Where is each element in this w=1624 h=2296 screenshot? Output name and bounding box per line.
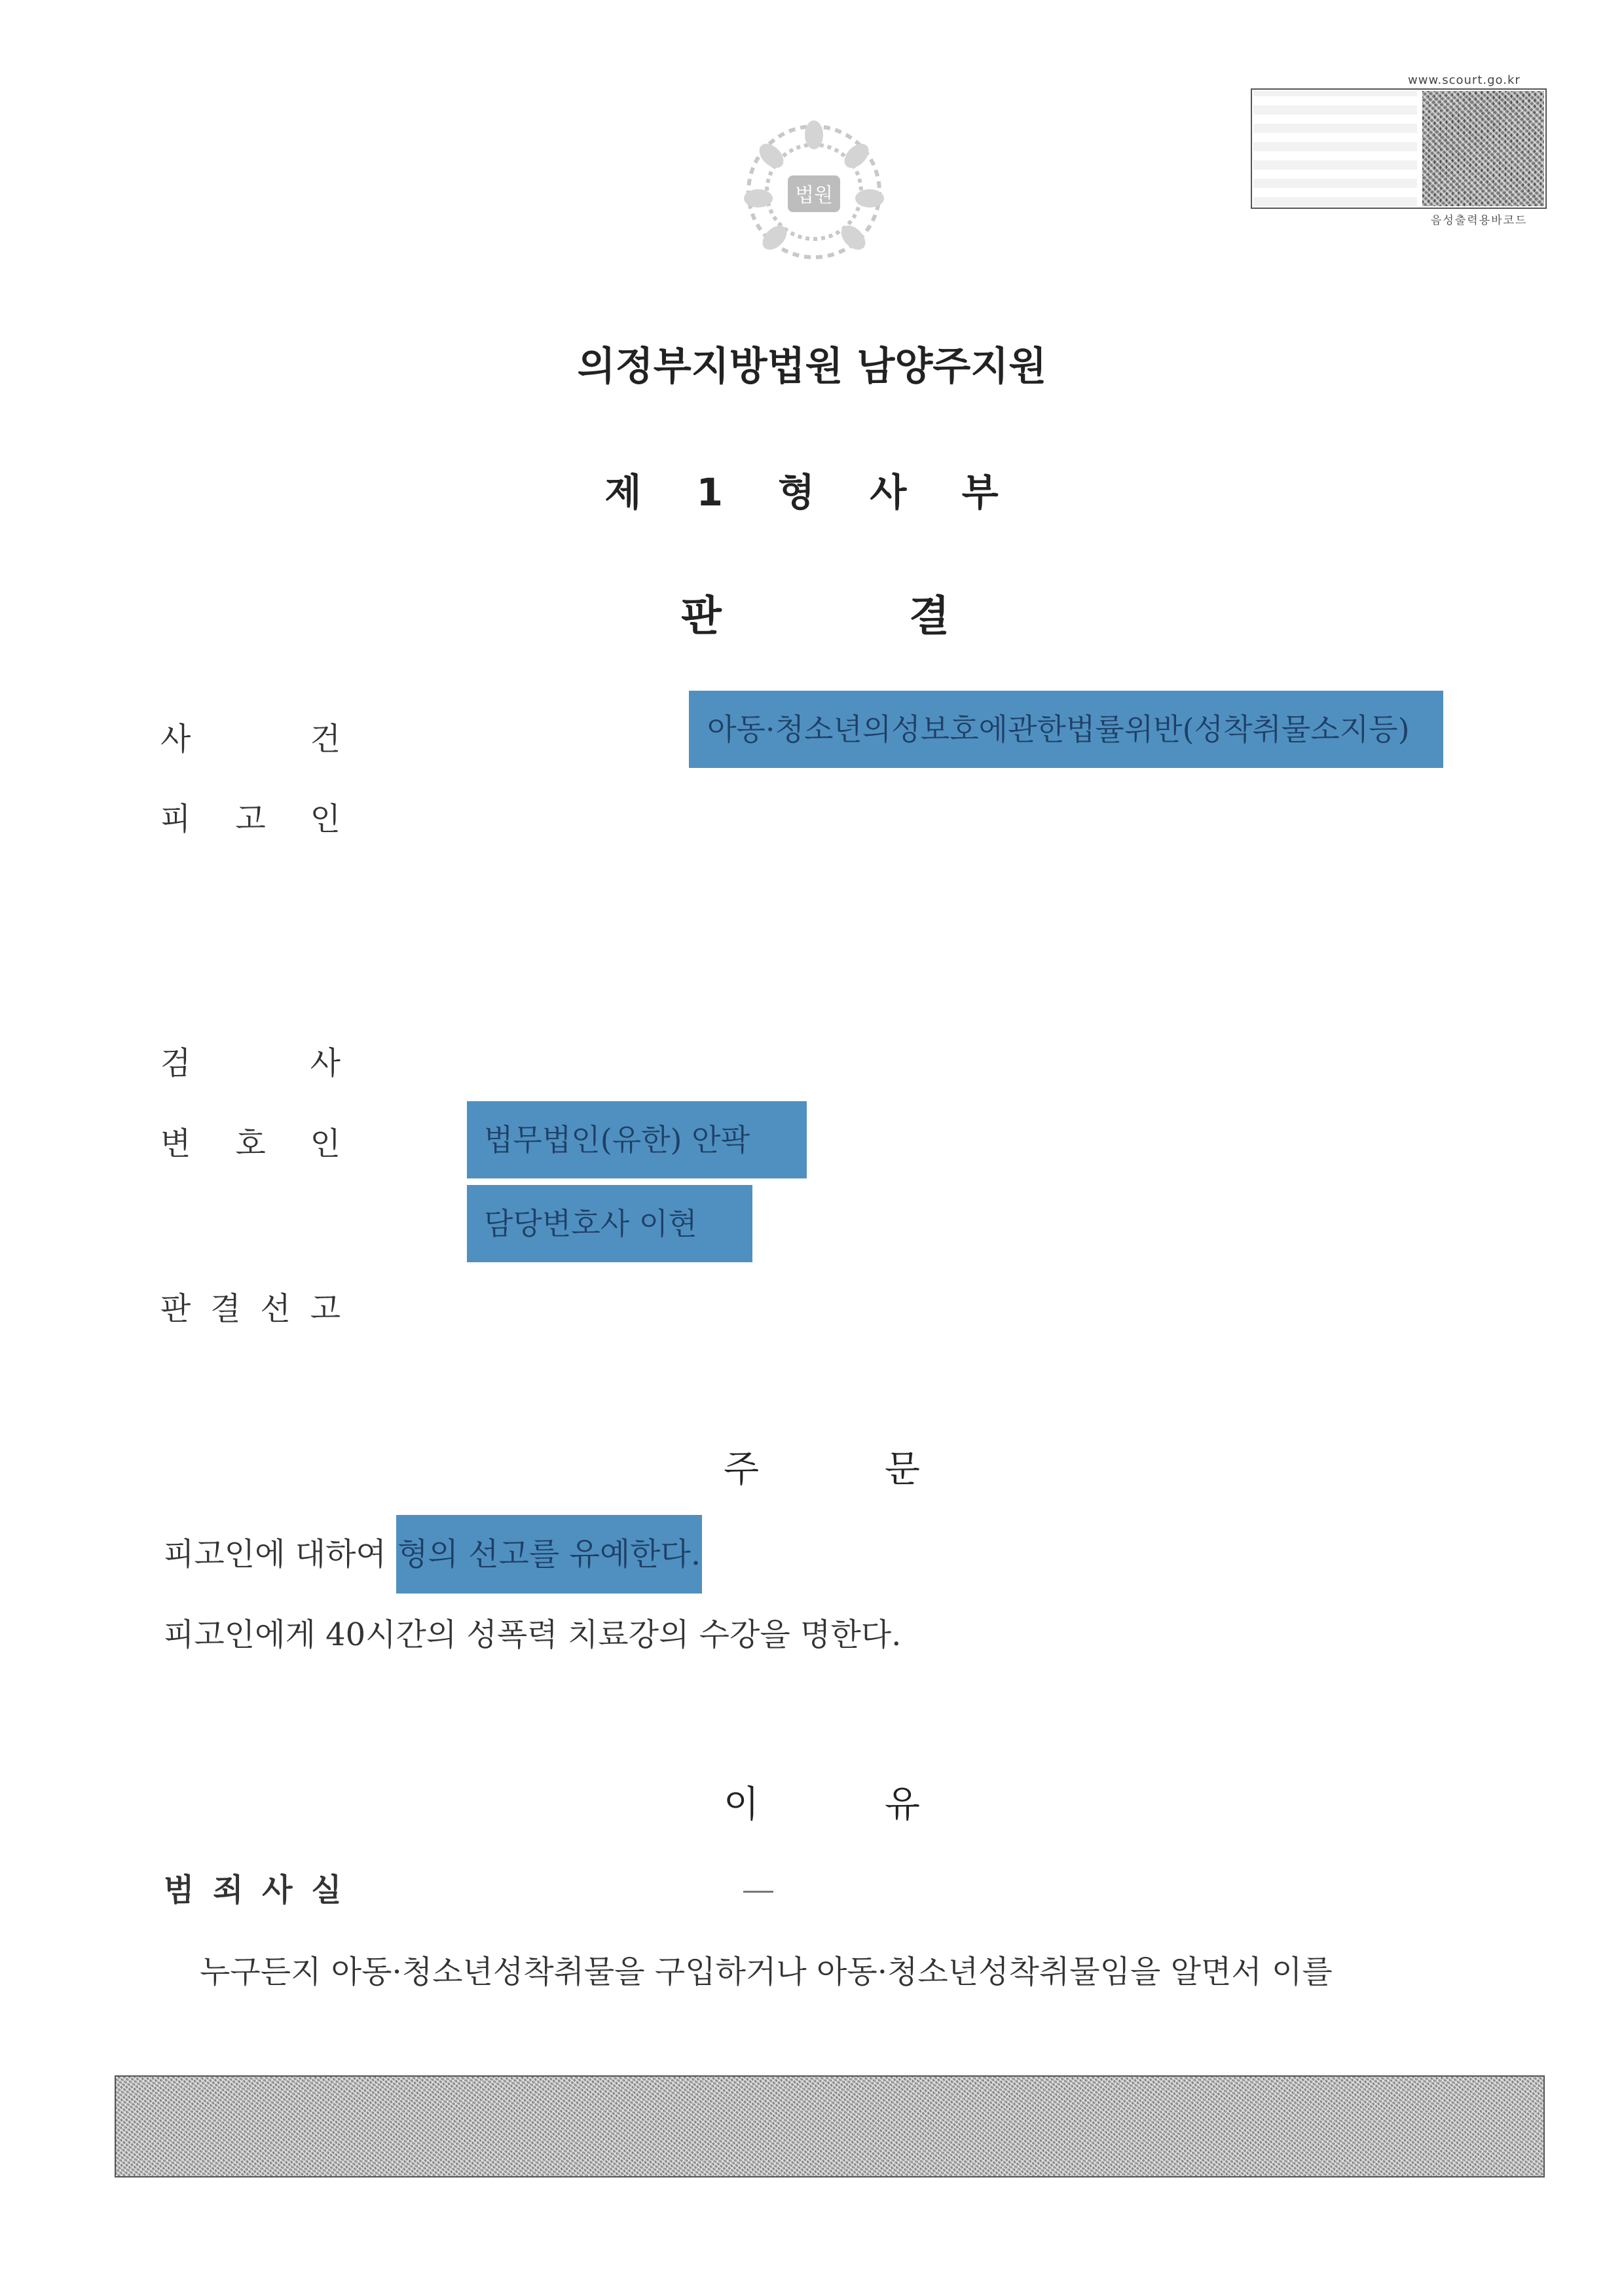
title-char: 결 bbox=[909, 592, 950, 641]
qr-code-icon bbox=[1422, 91, 1544, 206]
court-seal bbox=[739, 117, 889, 267]
reason-heading: 이 유 bbox=[724, 1783, 920, 1826]
title-char: 판 bbox=[681, 592, 722, 641]
order-line-1 bbox=[164, 1529, 702, 1574]
order-heading: 주 문 bbox=[724, 1448, 920, 1491]
label-defendant: 피 고 인 bbox=[160, 801, 341, 837]
voice-barcode bbox=[1251, 88, 1547, 209]
counsel-attorney: 담당변호사 이현 bbox=[467, 1185, 752, 1262]
label-sentence-date: 판 결 선 고 bbox=[160, 1290, 341, 1327]
footer-barcode-strip bbox=[115, 2075, 1545, 2178]
seal-text: 법원 bbox=[795, 184, 833, 207]
document-title bbox=[681, 583, 950, 643]
barcode-pattern bbox=[1253, 91, 1417, 206]
barcode-url: www.scourt.go.kr bbox=[1408, 73, 1521, 87]
counsel-firm: 법무법인(유한) 안팍 bbox=[467, 1101, 807, 1178]
label-case: 사 건 bbox=[160, 721, 341, 757]
order-line-1-highlight: 형의 선고를 유예한다. bbox=[396, 1515, 702, 1594]
crime-facts-heading: 범 죄 사 실 bbox=[164, 1872, 346, 1908]
department-name: 제 1 형 사 부 bbox=[604, 470, 1020, 515]
label-counsel: 변 호 인 bbox=[160, 1125, 341, 1162]
divider-dash bbox=[743, 1891, 773, 1893]
crime-facts-paragraph: 누구든지 아동·청소년성착취물을 구입하거나 아동·청소년성착취물임을 알면서 이를 bbox=[200, 1954, 1333, 1990]
label-prosecutor: 검 사 bbox=[160, 1045, 341, 1082]
case-name: 아동·청소년의성보호에관한법률위반(성착취물소지등) bbox=[689, 691, 1443, 768]
court-name: 의정부지방법원 남양주지원 bbox=[577, 344, 1047, 390]
order-line-2: 피고인에게 40시간의 성폭력 치료강의 수강을 명한다. bbox=[164, 1616, 902, 1653]
barcode-caption: 음성출력용바코드 bbox=[1431, 214, 1528, 227]
order-line-1-prefix: 피고인에 대하여 bbox=[164, 1536, 397, 1573]
